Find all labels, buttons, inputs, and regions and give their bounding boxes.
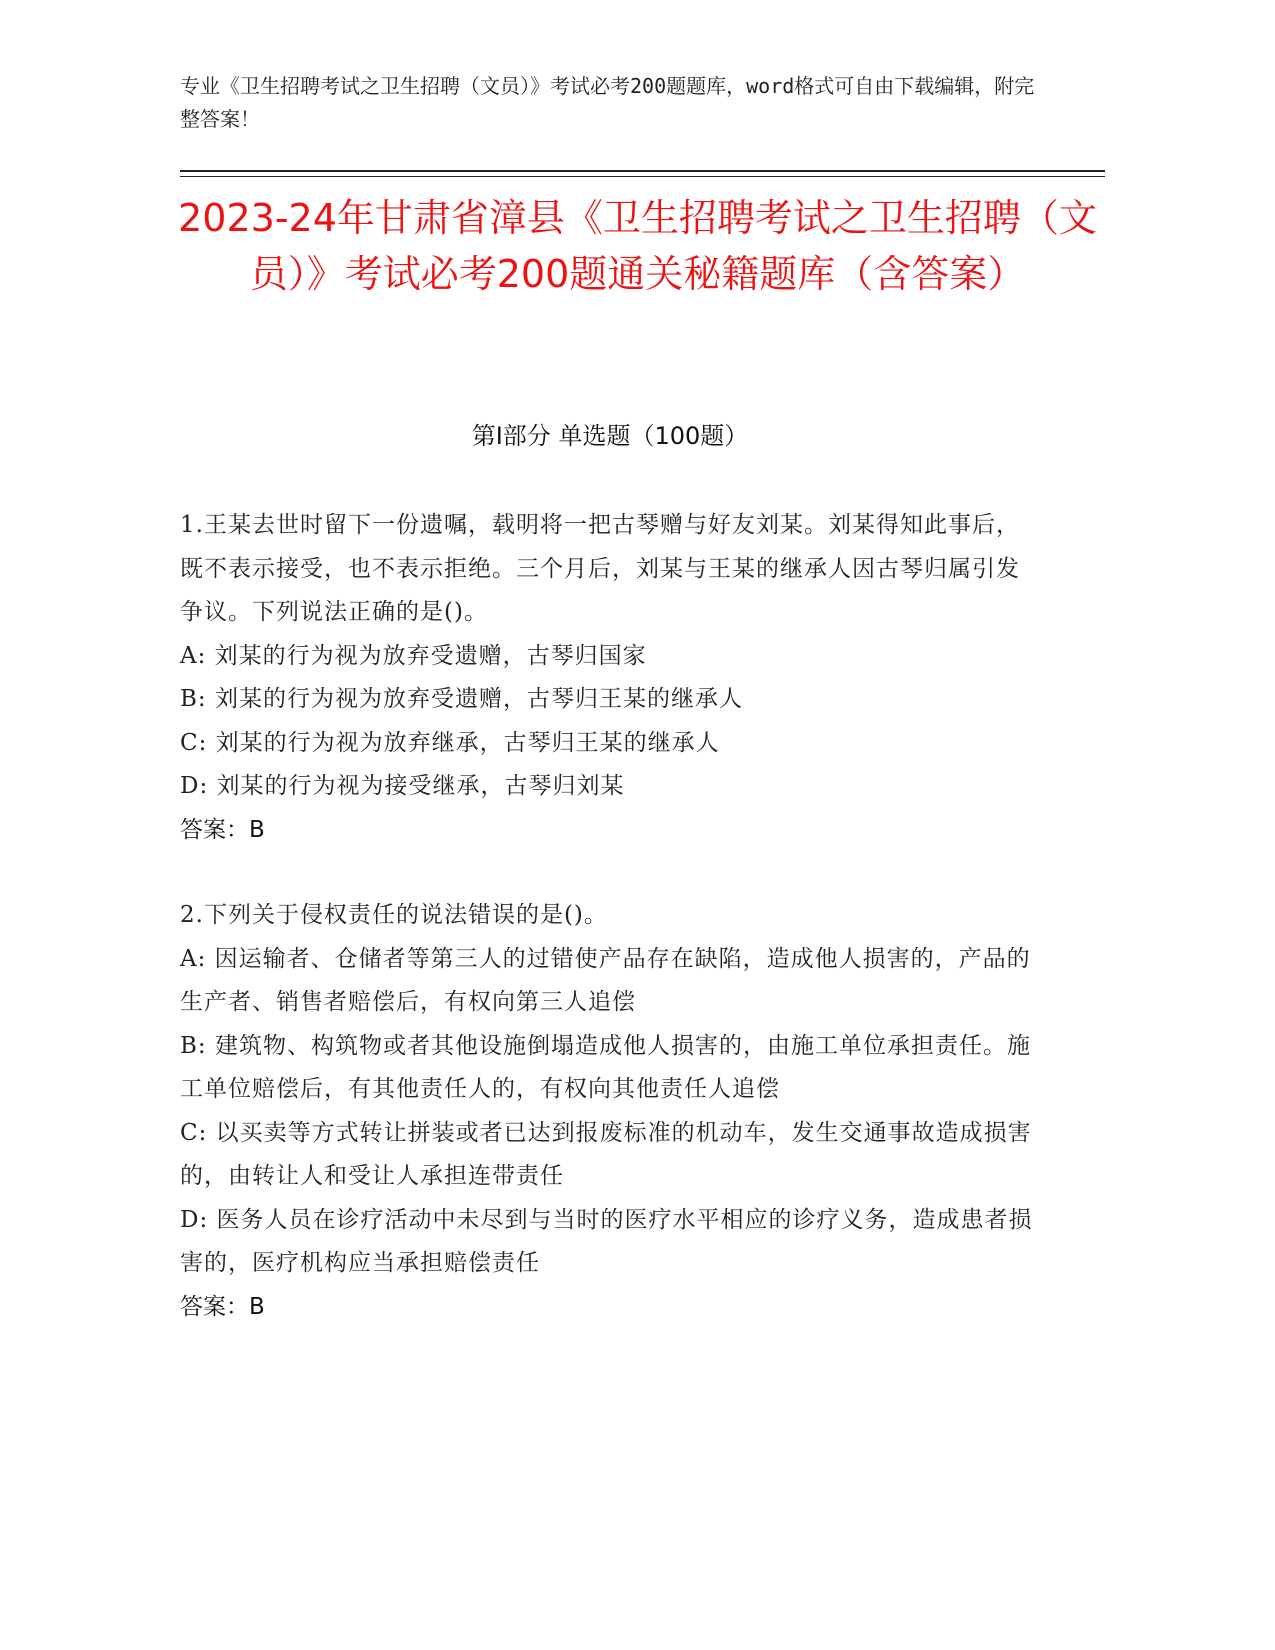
option-d: D: 医务人员在诊疗活动中未尽到与当时的医疗水平相应的诊疗义务，造成患者损害的，医疗机构应当承担赔偿责任	[180, 1206, 1033, 1276]
option-d: D: 刘某的行为视为接受继承，古琴归刘某	[180, 773, 625, 799]
document-title: 2023-24年甘肃省漳县《卫生招聘考试之卫生招聘（文员）》考试必考200题通关秘籍题库（含答案）	[178, 196, 1097, 296]
answer-line: 答案：B	[180, 816, 265, 843]
question-stem: 2.下列关于侵权责任的说法错误的是()。	[180, 902, 608, 928]
question-block	[180, 894, 1040, 1329]
option-a: A: 因运输者、仓储者等第三人的过错使产品存在缺陷，造成他人损害的，产品的生产者、销售者赔偿后，有权向第三人追偿	[180, 945, 1031, 1015]
option-a: A: 刘某的行为视为放弃受遗赠，古琴归国家	[180, 642, 647, 669]
option-c: C: 以买卖等方式转让拼装或者已达到报废标准的机动车，发生交通事故造成损害的，由转让人和受让人承担连带责任	[180, 1119, 1032, 1189]
question-stem: 1.王某去世时留下一份遗嘱，载明将一把古琴赠与好友刘某。刘某得知此事后，既不表示接受，也不表示拒绝。三个月后，刘某与王某的继承人因古琴归属引发争议。下列说法正确的是()。	[180, 512, 1020, 625]
option-c: C: 刘某的行为视为放弃继承，古琴归王某的继承人	[180, 729, 720, 756]
option-b: B: 建筑物、构筑物或者其他设施倒塌造成他人损害的，由施工单位承担责任。施工单位赔偿后，有其他责任人的，有权向其他责任人追偿	[180, 1032, 1031, 1102]
header-divider-thin	[180, 176, 1105, 177]
header-note: 专业《卫生招聘考试之卫生招聘（文员）》考试必考200题题库，word格式可自由下载编辑，附完整答案！	[180, 74, 1035, 131]
header-divider-thick	[180, 170, 1105, 172]
answer-line: 答案：B	[180, 1293, 265, 1320]
question-block	[180, 504, 1040, 852]
option-b: B: 刘某的行为视为放弃受遗赠，古琴归王某的继承人	[180, 686, 743, 712]
section-title: 第I部分 单选题（100题）	[471, 422, 749, 450]
